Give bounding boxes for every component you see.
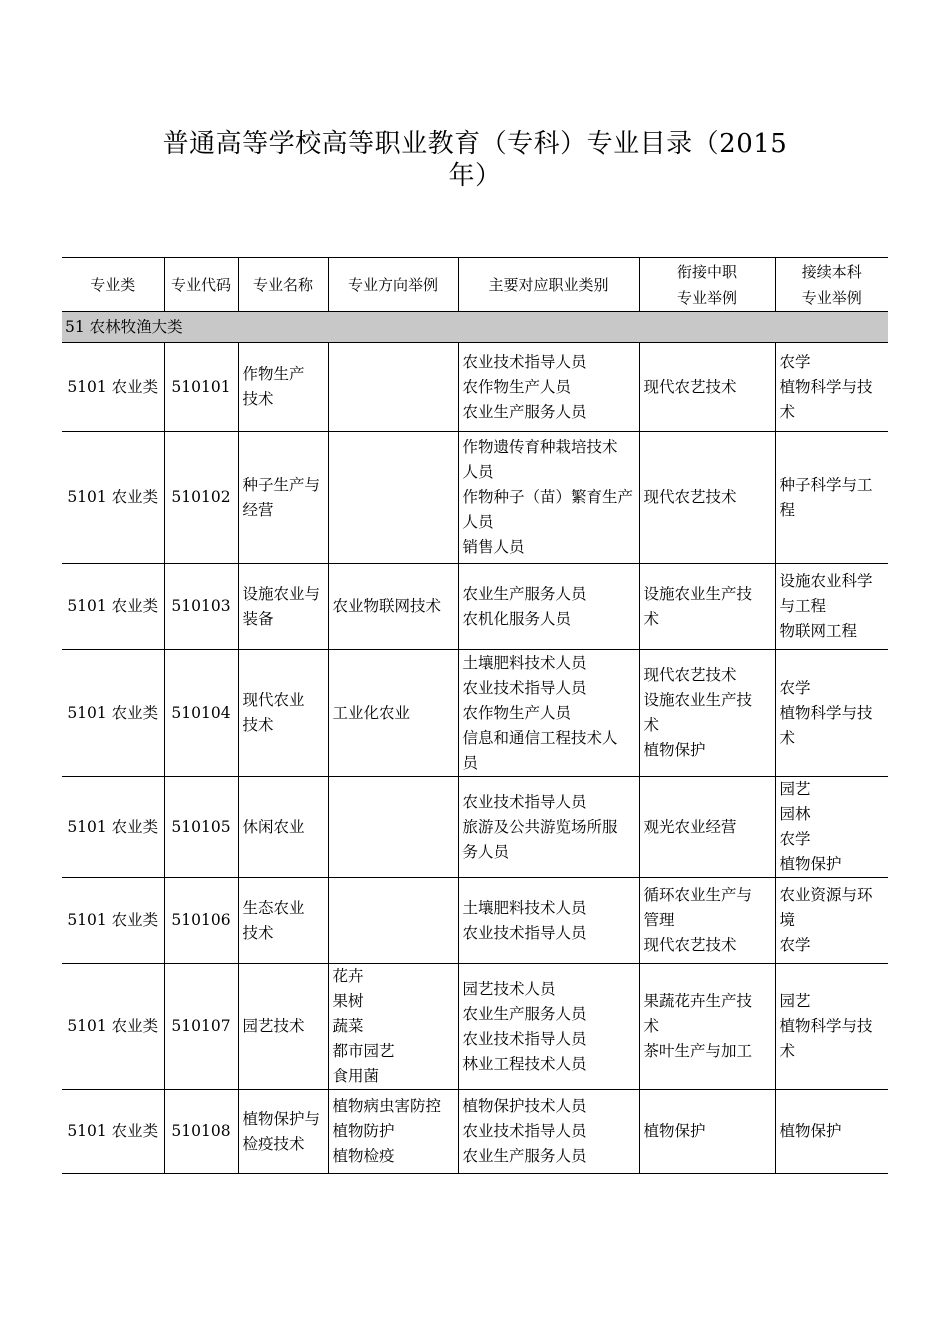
header-undergraduate: 接续本科 专业举例: [775, 258, 888, 312]
table-row: [62, 650, 888, 777]
header-occupation-categories: 主要对应职业类别: [458, 258, 639, 312]
cell-occupations: 农业技术指导人员 农作物生产人员 农业生产服务人员: [458, 343, 639, 432]
table-header: [62, 258, 888, 312]
cell-major-code: 510101: [164, 343, 238, 432]
cell-occupations: 植物保护技术人员 农业技术指导人员 农业生产服务人员: [458, 1090, 639, 1174]
cell-occupations: 农业技术指导人员 旅游及公共游览场所服 务人员: [458, 777, 639, 878]
cell-undergrad: 设施农业科学 与工程 物联网工程: [775, 564, 888, 650]
cell-major-code: 510104: [164, 650, 238, 777]
cell-secondary: 植物保护: [639, 1090, 775, 1174]
cell-secondary: 现代农艺技术 设施农业生产技 术 植物保护: [639, 650, 775, 777]
cell-secondary: 设施农业生产技 术: [639, 564, 775, 650]
cell-major-code: 510102: [164, 432, 238, 564]
cell-direction: 花卉 果树 蔬菜 都市园艺 食用菌: [328, 964, 458, 1090]
cell-occupations: 作物遗传育种栽培技术 人员 作物种子（苗）繁育生产 人员 销售人员: [458, 432, 639, 564]
header-major-name: 专业名称: [238, 258, 328, 312]
cell-direction: 植物病虫害防控 植物防护 植物检疫: [328, 1090, 458, 1174]
cell-major-name: 作物生产 技术: [238, 343, 328, 432]
header-major-code: 专业代码: [164, 258, 238, 312]
cell-major-name: 现代农业 技术: [238, 650, 328, 777]
cell-major-name: 植物保护与 检疫技术: [238, 1090, 328, 1174]
major-catalog-table: [62, 257, 888, 1174]
cell-direction: 农业物联网技术: [328, 564, 458, 650]
header-major-class: 专业类: [62, 258, 164, 312]
category-label: 51 农林牧渔大类: [62, 312, 888, 343]
cell-secondary: 循环农业生产与 管理 现代农艺技术: [639, 878, 775, 964]
cell-secondary: 果蔬花卉生产技 术 茶叶生产与加工: [639, 964, 775, 1090]
cell-direction: [328, 432, 458, 564]
cell-occupations: 园艺技术人员 农业生产服务人员 农业技术指导人员 林业工程技术人员: [458, 964, 639, 1090]
cell-major-class: 5101 农业类: [62, 878, 164, 964]
cell-direction: 工业化农业: [328, 650, 458, 777]
cell-undergrad: 农学 植物科学与技 术: [775, 343, 888, 432]
cell-major-class: 5101 农业类: [62, 650, 164, 777]
cell-occupations: 土壤肥料技术人员 农业技术指导人员: [458, 878, 639, 964]
header-direction-examples: 专业方向举例: [328, 258, 458, 312]
cell-major-class: 5101 农业类: [62, 964, 164, 1090]
cell-undergrad: 农业资源与环 境 农学: [775, 878, 888, 964]
cell-occupations: 土壤肥料技术人员 农业技术指导人员 农作物生产人员 信息和通信工程技术人 员: [458, 650, 639, 777]
table-row: [62, 564, 888, 650]
cell-occupations: 农业生产服务人员 农机化服务人员: [458, 564, 639, 650]
cell-major-code: 510108: [164, 1090, 238, 1174]
header-row: [62, 258, 888, 312]
cell-major-code: 510105: [164, 777, 238, 878]
header-secondary-vocational: 衔接中职 专业举例: [639, 258, 775, 312]
table-row: [62, 1090, 888, 1174]
cell-secondary: 观光农业经营: [639, 777, 775, 878]
table-row: [62, 432, 888, 564]
cell-undergrad: 种子科学与工 程: [775, 432, 888, 564]
page-title: [130, 128, 820, 192]
cell-direction: [328, 777, 458, 878]
cell-direction: [328, 878, 458, 964]
cell-major-class: 5101 农业类: [62, 1090, 164, 1174]
cell-secondary: 现代农艺技术: [639, 432, 775, 564]
cell-major-name: 园艺技术: [238, 964, 328, 1090]
cell-major-code: 510103: [164, 564, 238, 650]
table-body: [62, 312, 888, 1174]
cell-major-name: 生态农业 技术: [238, 878, 328, 964]
table-row: [62, 878, 888, 964]
page-title-text: 普通高等学校高等职业教育（专科）专业目录（2015 年）: [162, 129, 788, 191]
cell-major-code: 510106: [164, 878, 238, 964]
cell-major-class: 5101 农业类: [62, 432, 164, 564]
cell-major-class: 5101 农业类: [62, 343, 164, 432]
cell-direction: [328, 343, 458, 432]
cell-major-class: 5101 农业类: [62, 777, 164, 878]
cell-major-class: 5101 农业类: [62, 564, 164, 650]
table-row: [62, 964, 888, 1090]
cell-undergrad: 农学 植物科学与技 术: [775, 650, 888, 777]
cell-secondary: 现代农艺技术: [639, 343, 775, 432]
cell-major-name: 设施农业与 装备: [238, 564, 328, 650]
category-row: [62, 312, 888, 343]
table-row: [62, 343, 888, 432]
table-row: [62, 777, 888, 878]
cell-major-name: 休闲农业: [238, 777, 328, 878]
cell-undergrad: 植物保护: [775, 1090, 888, 1174]
cell-major-code: 510107: [164, 964, 238, 1090]
cell-undergrad: 园艺 植物科学与技 术: [775, 964, 888, 1090]
cell-major-name: 种子生产与 经营: [238, 432, 328, 564]
cell-undergrad: 园艺 园林 农学 植物保护: [775, 777, 888, 878]
